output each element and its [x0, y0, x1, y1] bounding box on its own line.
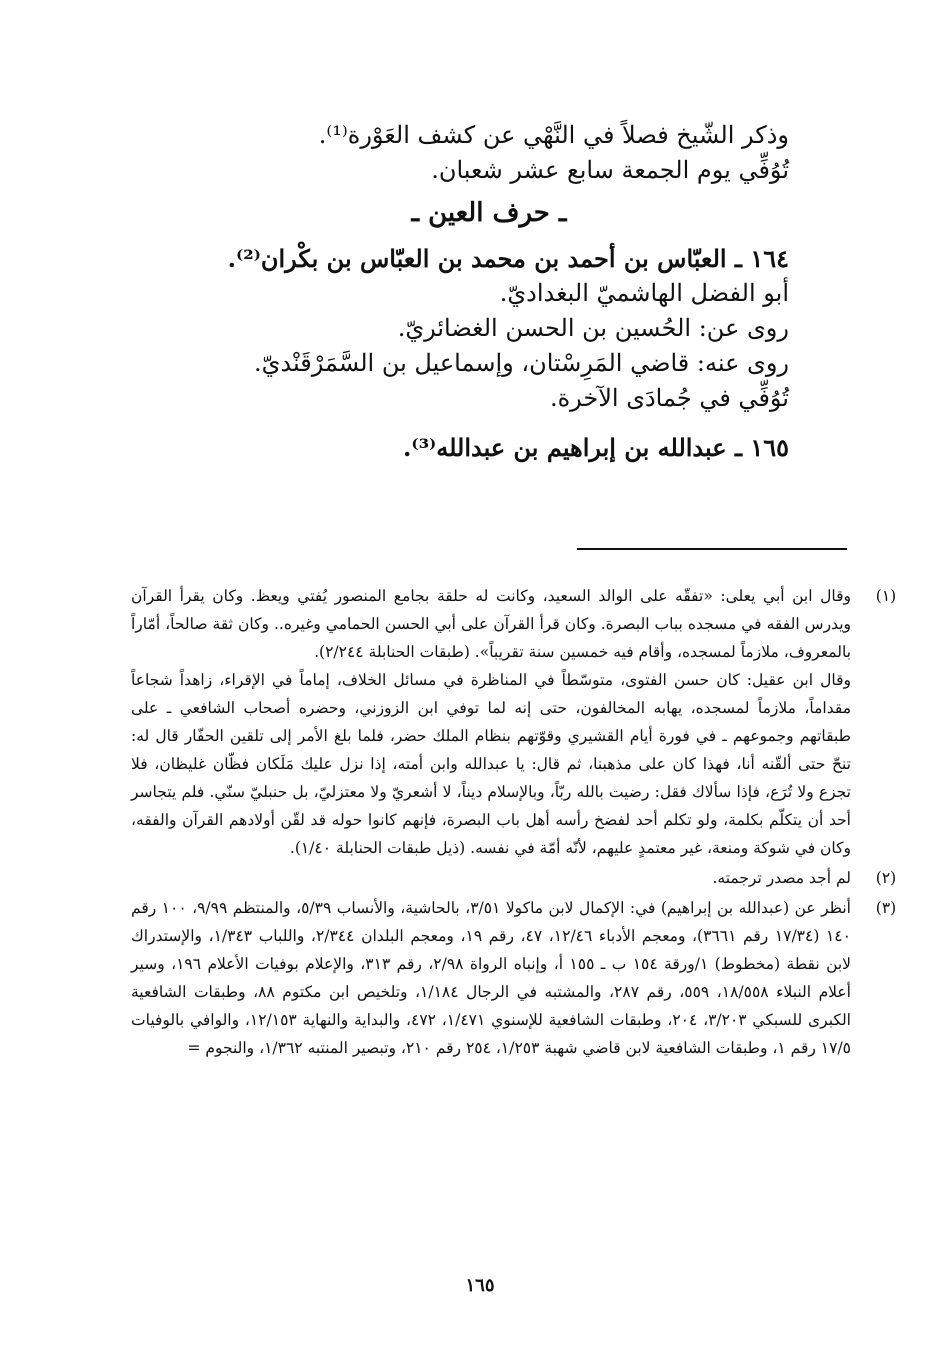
entry-165-heading: ١٦٥ ـ عبدالله بن إبراهيم بن عبدالله⁽³⁾.: [403, 433, 789, 462]
entry-164-line-1: أبو الفضل الهاشميّ البغداديّ.: [499, 279, 789, 307]
footnote-divider: [577, 548, 847, 550]
footnote-2-paragraph-1: لم أجد مصدر ترجمته.: [712, 869, 851, 887]
main-line-2: تُوُفِّي يوم الجمعة سابع عشر شعبان.: [431, 156, 789, 184]
footnote-2: [131, 864, 897, 892]
footnotes: [131, 582, 897, 1064]
main-text: [149, 118, 789, 465]
page-number: ١٦٥: [465, 1275, 495, 1296]
entry-164-line-3: روى عنه: قاضي المَرِسْتان، وإسماعيل بن السَّمَرْقَنْديّ.: [253, 349, 789, 377]
main-line-1: وذكر الشّيخ فصلاً في النَّهْي عن كشف العَوْرة⁽¹⁾.: [318, 121, 789, 149]
footnote-1-paragraph-2: وقال ابن عقيل: كان حسن الفتوى، متوسّطاً في المناظرة في مسائل الخلاف، إماماً في الإقراء، زاهداً شجاعاً مقداماً، ملازماً لمسجده، يهابه المخالفون، حتى إنه لما توفي ابن الزوزني، وحضره أصحاب الشافعي ـ على طبقاتهم وجموعهم ـ في فورة أيام القشيري وقوّتهم بنظام الملك حضر، فلما بلغ الأمر إلى تلقين الحفّار قال له: تنحّ حتى ألقّنه أنا، فهذا كان على مذهبنا، ثم قال: يا عبدالله وابن أمته، إذا نزل عليك مَلَكان فظّان غليظان، فلا تجزع ولا تُرَع، فإذا سألاك فقل: رضيت بالله ربّاً، وبالإسلام ديناً، لا أشعريّ ولا معتزليّ، بل حنبليّ سنّي. فلم يتجاسر أحد أن يتكلّم بكلمة، ولو تكلم أحد لفضخ رأسه أهل باب البصرة، فإنهم كانوا حوله قد لقّن أولادهم القرآن والفقه، وكان في شوكة ومنعة، غير معتمدٍ عليهم، لأنّه أمّة في نفسه. (ذيل طبقات الحنابلة ١/٤٠).: [131, 671, 851, 857]
footnote-3: [131, 894, 897, 1062]
entry-164-line-4: تُوُفِّي في جُمادَى الآخرة.: [549, 384, 789, 412]
entry-164-heading: ١٦٤ ـ العبّاس بن أحمد بن محمد بن العبّاس بن بكْران⁽²⁾.: [227, 244, 789, 273]
entry-164-line-2: روى عن: الحُسين بن الحسن الغضائريّ.: [397, 314, 789, 342]
footnote-3-paragraph-1: أنظر عن (عبدالله بن إبراهيم) في: الإكمال لابن ماكولا ٣/٥١، بالحاشية، والأنساب ٥/٣٩، والمنتظم ٩/٩٩، ١٠٠ رقم ١٤٠ (١٧/٣٤ رقم ٣٦٦١)، ومعجم الأدباء ١٢/٤٦، ٤٧، رقم ١٩، ومعجم البلدان ٢/٣٤٤، واللباب ١/٣٤٣، والإستدراك لابن نقطة (مخطوط) ١/ورقة ١٥٤ ب ـ ١٥٥ أ، وإنباه الرواة ٢/٩٨، رقم ٣١٣، والإعلام بوفيات الأعلام ١٩٦، وسير أعلام النبلاء ١٨/٥٥٨، ٥٥٩، رقم ٢٨٧، والمشتبه في الرجال ١/١٨٤، وتلخيص ابن مكتوم ٨٨، وطبقات الشافعية الكبرى للسبكي ٣/٢٠٣، ٢٠٤، وطبقات الشافعية للإسنوي ١/٤٧١، ٤٧٢، والبداية والنهاية ١٢/١٥٣، والوافي بالوفيات ١٧/٥ رقم ١، وطبقات الشافعية لابن قاضي شهبة ١/٢٥٣، ٢٥٤ رقم ٢١٠، وتبصير المنتبه ١/٣٦٢، والنجوم =: [131, 899, 852, 1057]
footnote-1: [131, 582, 897, 862]
footnote-1-paragraph-1: وقال ابن أبي يعلى: «تفقّه على الوالد السعيد، وكانت له حلقة بجامع المنصور يُفتي ويعظ. وكان يقرأ القرآن ويدرس الفقه في مسجده بباب البصرة. وكان قرأ القرآن على أبي الحسن الحمامي وغيره.. وكان ثقة صالحاً، أمّاراً بالمعروف، ملازماً لمسجده، وأقام فيه خمسين سنة تقريباً». (طبقات الحنابلة ٢/٢٤٤).: [131, 587, 851, 661]
footnote-2-number: (٢): [875, 869, 897, 887]
section-heading: ـ حرف العين ـ: [411, 198, 567, 228]
footnote-3-number: (٣): [875, 899, 897, 917]
footnote-1-number: (١): [875, 587, 897, 605]
